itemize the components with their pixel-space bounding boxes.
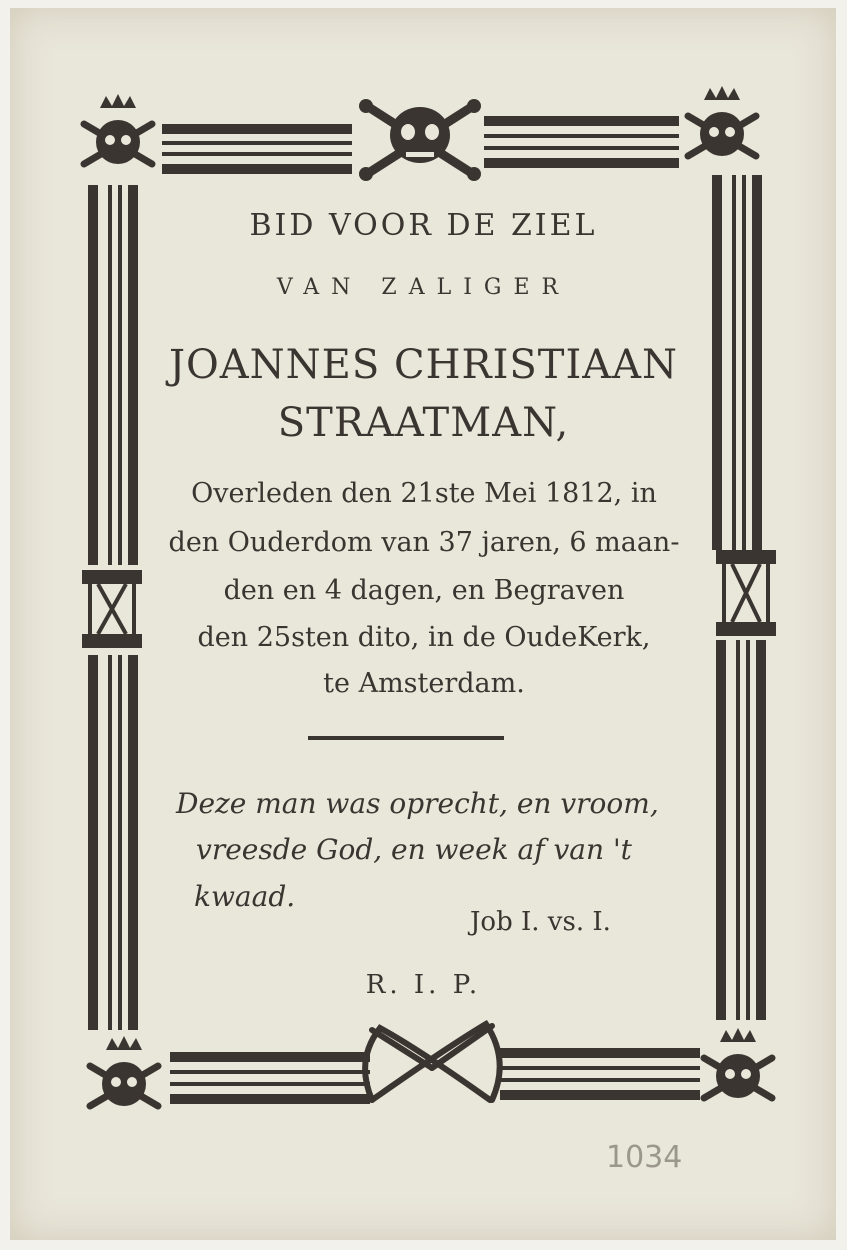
deceased-name-line1: JOANNES CHRISTIAAN <box>168 342 679 388</box>
body-line: Overleden den 21ste Mei 1812, in <box>191 478 657 509</box>
body-line: te Amsterdam. <box>323 668 525 699</box>
body-line: den Ouderdom van 37 jaren, 6 maan- <box>168 527 680 558</box>
pencil-inventory-number: 1034 <box>606 1140 683 1175</box>
scripture-reference: Job I. vs. I. <box>470 907 611 937</box>
quote-line: vreesde God, en week af van 't <box>196 833 632 866</box>
divider-rule <box>308 736 504 740</box>
body-line: den 25sten dito, in de OudeKerk, <box>197 622 651 653</box>
body-line: den en 4 dagen, en Begraven <box>223 575 625 606</box>
deceased-name-line2: STRAATMAN, <box>277 400 570 446</box>
quote-line: Deze man was oprecht, en vroom, <box>176 787 659 820</box>
rip-text: R. I. P. <box>365 970 482 1000</box>
crossed-scythes-icon <box>365 1024 500 1100</box>
card-subheading: VAN ZALIGER <box>276 275 571 300</box>
quote-line: kwaad. <box>194 880 296 913</box>
card-heading: BID VOOR DE ZIEL <box>249 208 598 243</box>
